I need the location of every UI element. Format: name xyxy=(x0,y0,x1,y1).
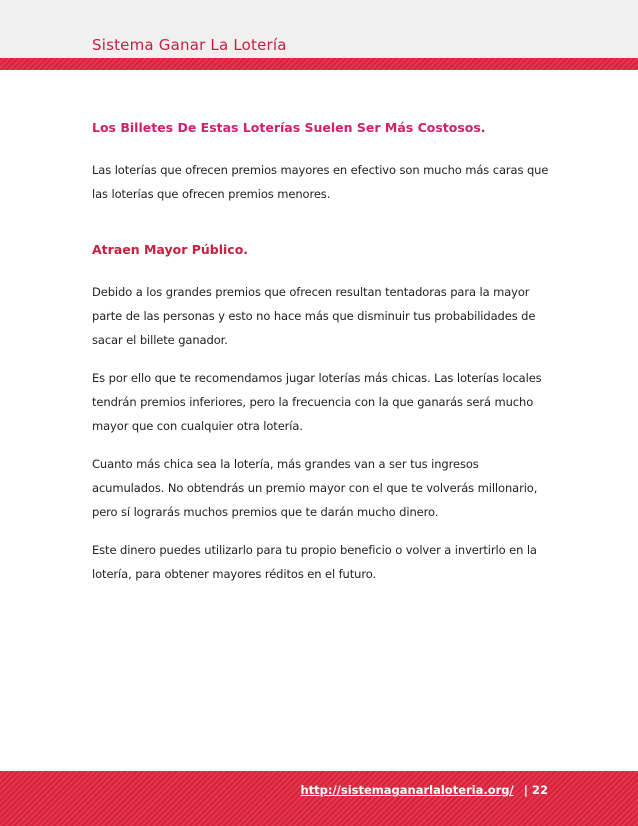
paragraph: Este dinero puedes utilizarlo para tu propio beneficio o volver a invertirlo en la lotería, para obtener mayores réditos en el futuro. xyxy=(92,543,537,581)
page-content xyxy=(92,118,552,600)
paragraph: Cuanto más chica sea la lotería, más grandes van a ser tus ingresos acumulados. No obtendrás un premio mayor con el que te volverás millonario, pero sí lograrás muchos premios que te darán mucho dinero. xyxy=(92,457,538,519)
footer-website-link[interactable]: http://sistemaganarlaloteria.org/ xyxy=(300,783,514,797)
paragraph: Debido a los grandes premios que ofrecen resultan tentadoras para la mayor parte de las personas y esto no hace más que disminuir tus probabilidades de sacar el billete ganador. xyxy=(92,285,536,347)
page-number: 22 xyxy=(531,783,548,797)
page-header xyxy=(0,0,638,58)
section-heading-public: Atraen Mayor Público. xyxy=(92,242,249,257)
page-footer xyxy=(0,771,638,826)
header-band xyxy=(0,58,638,70)
header-title: Sistema Ganar La Lotería xyxy=(92,36,287,54)
paragraph: Las loterías que ofrecen premios mayores en efectivo son mucho más caras que las loterías que ofrecen premios menores. xyxy=(92,163,549,201)
footer-text xyxy=(300,783,548,797)
footer-separator: | xyxy=(523,783,528,797)
paragraph: Es por ello que te recomendamos jugar loterías más chicas. Las loterías locales tendrán premios inferiores, pero la frecuencia con la que ganarás será mucho mayor que con cualquier otra lotería. xyxy=(92,371,542,433)
section-heading-costs: Los Billetes De Estas Loterías Suelen Ser Más Costosos. xyxy=(92,120,486,135)
